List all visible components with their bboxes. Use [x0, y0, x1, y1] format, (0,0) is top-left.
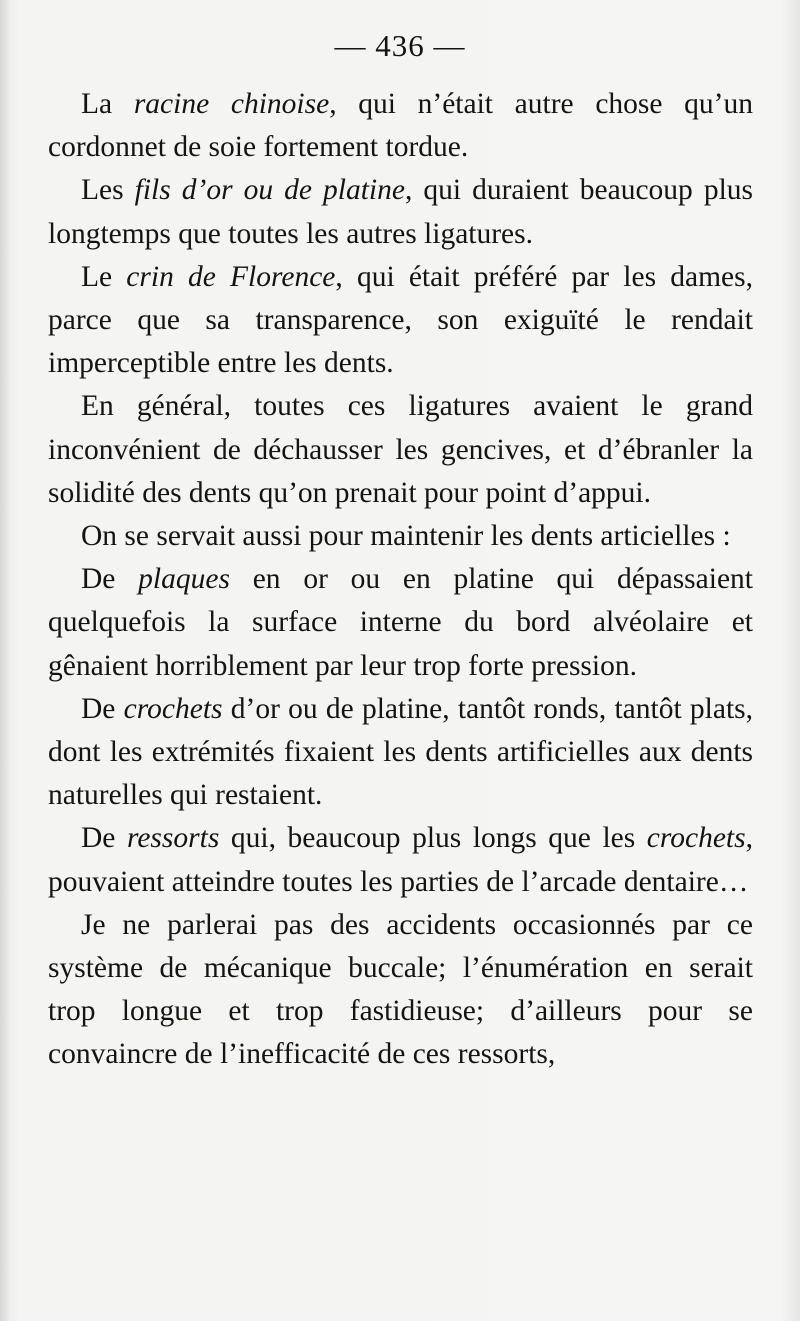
text-run: d’or ou de platine, tantôt ronds, tantôt plats, dont les extrémités fixaient les dents artificielles aux dents naturelles qui restaient. — [48, 692, 753, 812]
paragraph — [48, 83, 753, 169]
page-edge-shadow — [0, 0, 10, 1321]
body-text — [48, 83, 753, 1077]
text-run: De — [81, 563, 139, 596]
text-run: en or ou en platine qui dépassaient quelquefois la surface interne du bord alvéolaire et gênaient horriblement par leur trop forte pression. — [48, 563, 753, 682]
text-run: , pouvaient atteindre toutes les parties de l’arcade dentaire… — [48, 822, 753, 898]
text-run: De — [81, 692, 124, 725]
italic-term: crochets — [123, 692, 223, 725]
text-run: Je ne parlerai pas des accidents occasionnés par ce système de mécanique buccale; l’énumération en serait trop longue et trop fastidieuse; d’ailleurs pour se convaincre de l’inefficacité de ces ressorts, — [48, 908, 753, 1071]
paragraph — [48, 558, 753, 688]
paragraph — [48, 256, 753, 386]
italic-term: ressorts — [126, 822, 220, 855]
paragraph — [48, 385, 753, 515]
paragraph — [48, 515, 753, 558]
paragraph — [48, 817, 753, 903]
text-run: , qui n’était autre chose qu’un cordonnet de soie fortement tordue. — [48, 88, 753, 164]
text-run: De — [81, 822, 127, 855]
text-run: , qui était préféré par les dames, parce que sa transparence, son exiguïté le rendait imperceptible entre les dents. — [48, 260, 753, 380]
italic-term: racine chinoise — [133, 88, 330, 120]
page-number: — 436 — — [334, 28, 466, 63]
italic-term: fils d’or ou de platine — [134, 174, 405, 207]
paragraph — [48, 688, 753, 818]
text-run: , qui duraient beaucoup plus longtemps que toutes les autres ligatures. — [48, 174, 754, 250]
text-run: qui, beaucoup plus longs que les — [219, 822, 647, 855]
italic-term: crin de Florence — [126, 260, 336, 293]
italic-term: crochets — [646, 822, 746, 855]
paragraph — [48, 169, 753, 255]
italic-term: plaques — [138, 563, 230, 596]
text-run: On se servait aussi pour maintenir les dents articielles : — [81, 520, 731, 553]
text-run: En général, toutes ces ligatures avaient le grand inconvénient de déchausser les gencives, et d’ébranler la solidité des dents qu’on prenait pour point d’appui. — [48, 390, 753, 509]
text-run: La — [81, 88, 134, 120]
text-run: Les — [81, 174, 135, 207]
text-run: Le — [81, 260, 127, 293]
paragraph — [48, 904, 753, 1077]
